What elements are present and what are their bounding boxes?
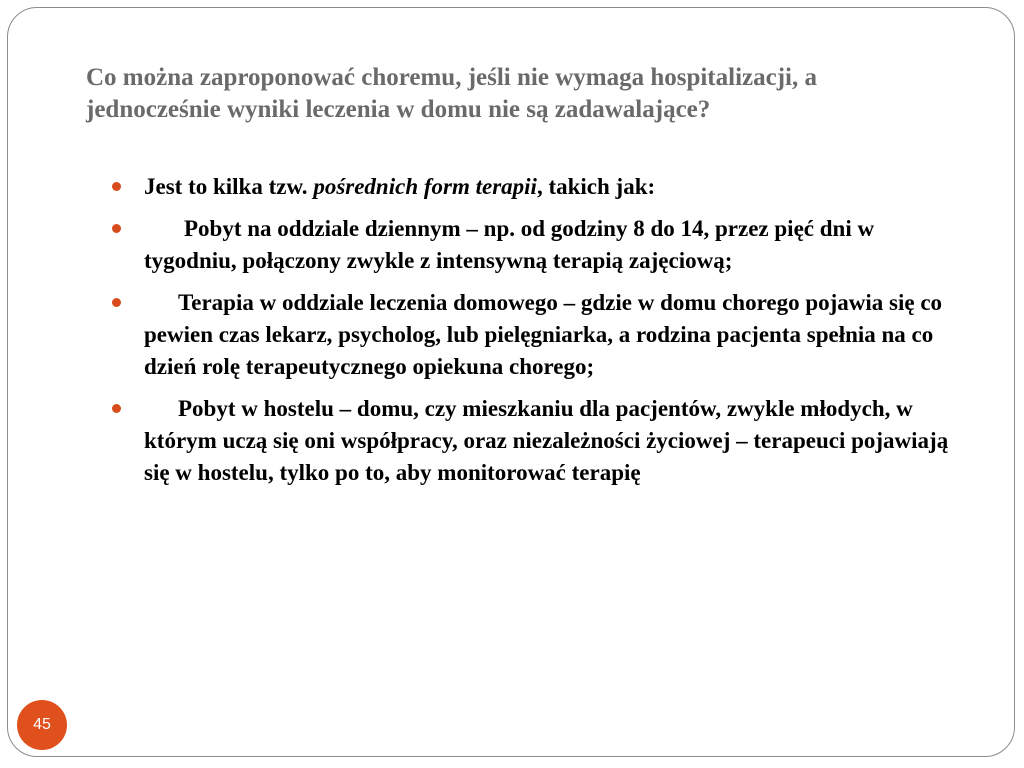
bullet-list (110, 171, 970, 499)
bullet-hostel-text: Pobyt w hostelu – domu, czy mieszkaniu dla pacjentów, zwykle młodych, w którym uczą się oni współpracy, oraz niezależności życiowej – terapeuci pojawiają się w hostelu, tylko po to, aby monitorować terapię (144, 396, 949, 485)
bullet-item-day-ward (110, 213, 970, 277)
slide-title: Co można zaproponować choremu, jeśli nie wymaga hospitalizacji, a jednocześnie wyniki leczenia w domu nie są zadawalające? (86, 64, 817, 123)
bullet-item-intro (110, 171, 970, 203)
bullet-dot-icon (112, 404, 121, 413)
bullet-dot-icon (112, 298, 121, 307)
bullet-dot-icon (112, 224, 121, 233)
bullet-home-treatment-text: Terapia w oddziale leczenia domowego – gdzie w domu chorego pojawia się co pewien czas lekarz, psycholog, lub pielęgniarka, a rodzina pacjenta spełnia na co dzień rolę terapeutycznego opiekuna chorego; (144, 290, 943, 379)
bullet-intro-prefix: Jest to kilka tzw. (144, 174, 314, 199)
bullet-dot-icon (112, 182, 121, 191)
bullet-intro-suffix: , takich jak: (536, 174, 656, 199)
bullet-intro-emphasis: pośrednich form terapii (313, 174, 537, 199)
bullet-item-home-treatment (110, 287, 970, 383)
page-number-badge: 45 (17, 700, 67, 750)
bullet-item-hostel (110, 393, 970, 489)
bullet-day-ward-text: Pobyt na oddziale dziennym – np. od godziny 8 do 14, przez pięć dni w tygodniu, połączony zwykle z intensywną terapią zajęciową; (144, 216, 875, 273)
